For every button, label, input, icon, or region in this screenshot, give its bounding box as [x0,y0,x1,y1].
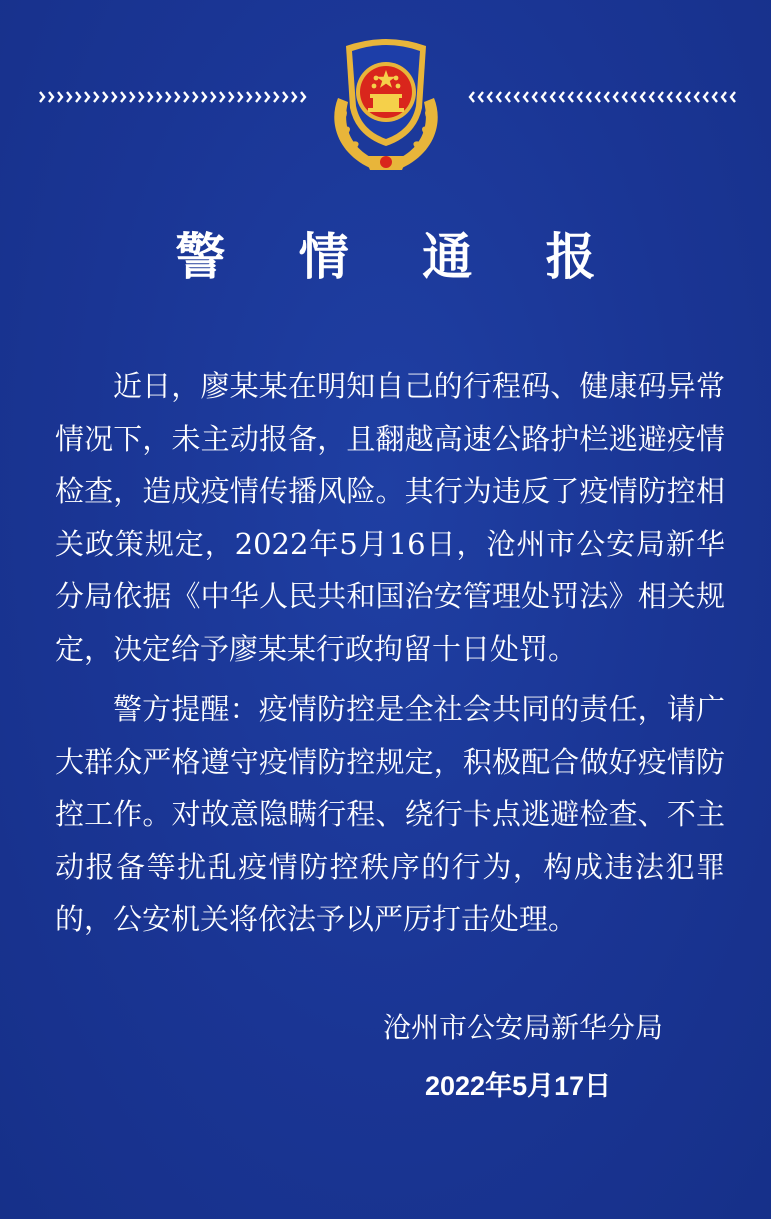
chevron-mark [301,92,305,102]
police-emblem-icon [318,28,454,178]
chevron-row-right-icon [468,82,738,112]
chevron-mark [229,92,233,102]
chevron-mark [587,92,591,102]
chevron-mark [623,92,627,102]
chevron-mark [238,92,242,102]
chevron-mark [265,92,269,102]
chevron-mark [67,92,71,102]
chevron-mark [542,92,546,102]
chevron-mark [112,92,116,102]
chevron-mark [695,92,699,102]
chevron-mark [103,92,107,102]
chevron-mark [184,92,188,102]
chevron-mark [614,92,618,102]
issuer-signature: 沧州市公安局新华分局 [383,1011,664,1044]
chevron-mark [148,92,152,102]
chevron-mark [704,92,708,102]
chevron-mark [659,92,663,102]
chevron-mark [49,92,53,102]
chevron-mark [40,92,44,102]
chevron-mark [641,92,645,102]
chevron-mark [578,92,582,102]
chevron-mark [650,92,654,102]
chevron-mark [274,92,278,102]
chevron-mark [175,92,179,102]
chevron-mark [677,92,681,102]
chevron-mark [686,92,690,102]
chevron-mark [605,92,609,102]
chevron-mark [76,92,80,102]
chevron-mark [479,92,483,102]
chevron-mark [130,92,134,102]
chevron-mark [524,92,528,102]
chevron-mark [283,92,287,102]
chevron-mark [560,92,564,102]
chevron-mark [596,92,600,102]
chevron-mark [632,92,636,102]
chevron-mark [731,92,735,102]
chevron-mark [515,92,519,102]
chevron-mark [551,92,555,102]
chevron-row-left-icon [38,82,308,112]
notice-body [55,360,725,946]
notice-paragraph-1: 近日，廖某某在明知自己的行程码、健康码异常情况下，未主动报备，且翻越高速公路护栏逃避疫情检查，造成疫情传播风险。其行为违反了疫情防控相关政策规定，2022年5月16日，沧州市公安局新华分局依据《中华人民共和国治安管理处罚法》相关规定，决定给予廖某某行政拘留十日处罚。 [55,369,725,666]
chevron-mark [713,92,717,102]
notice-title: 警 情 通 报 [175,228,624,286]
chevron-mark [292,92,296,102]
chevron-mark [533,92,537,102]
notice-paragraph-2: 警方提醒：疫情防控是全社会共同的责任，请广大群众严格遵守疫情防控规定，积极配合做好疫情防控工作。对故意隐瞒行程、绕行卡点逃避检查、不主动报备等扰乱疫情防控秩序的行为，构成违法犯罪的，公安机关将依法予以严厉打击处理。 [55,692,725,936]
chevron-mark [121,92,125,102]
chevron-mark [94,92,98,102]
chevron-mark [193,92,197,102]
chevron-mark [247,92,251,102]
chevron-mark [256,92,260,102]
chevron-mark [497,92,501,102]
chevron-mark [220,92,224,102]
chevron-mark [506,92,510,102]
chevron-mark [470,92,474,102]
chevron-mark [139,92,143,102]
chevron-mark [569,92,573,102]
chevron-mark [157,92,161,102]
issue-date: 2022年5月17日 [425,1071,612,1101]
chevron-mark [668,92,672,102]
chevron-mark [488,92,492,102]
chevron-mark [211,92,215,102]
chevron-mark [202,92,206,102]
chevron-mark [166,92,170,102]
chevron-mark [722,92,726,102]
chevron-mark [58,92,62,102]
chevron-mark [85,92,89,102]
